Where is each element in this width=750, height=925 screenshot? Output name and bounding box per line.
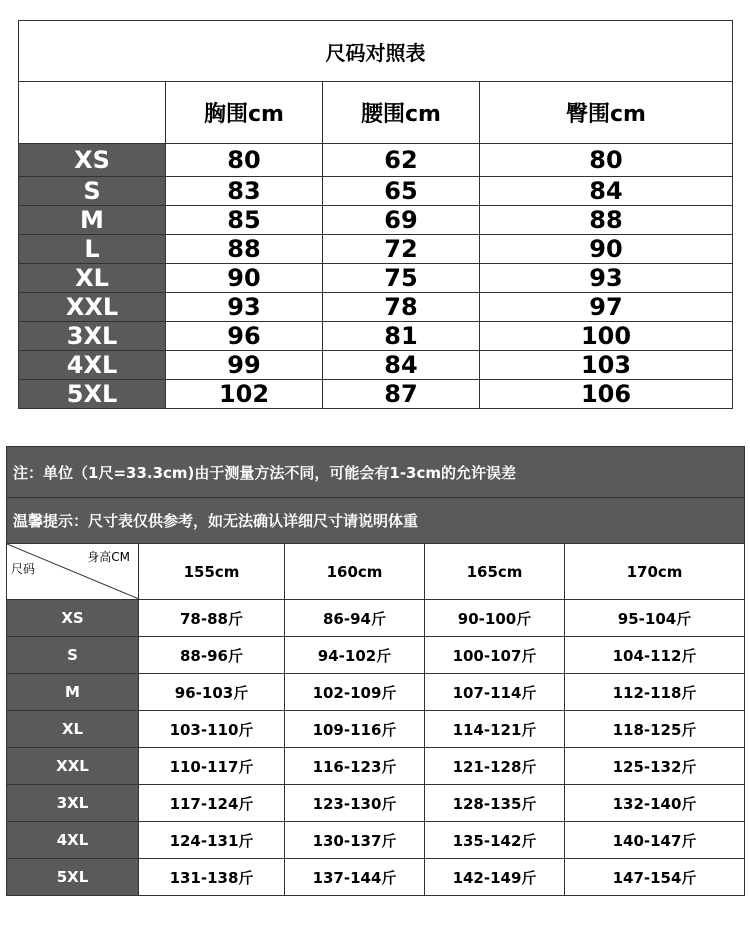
weight-range-cell: 100-107斤 — [425, 637, 565, 674]
weight-range-cell: 95-104斤 — [565, 600, 745, 637]
weight-range-cell: 90-100斤 — [425, 600, 565, 637]
weight-range-cell: 114-121斤 — [425, 711, 565, 748]
table-row — [19, 351, 733, 380]
weight-range-cell: 88-96斤 — [139, 637, 285, 674]
measurement-cell: 90 — [166, 264, 323, 293]
measurement-cell: 100 — [480, 322, 733, 351]
size-label: M — [19, 206, 166, 235]
measurement-cell: 88 — [480, 206, 733, 235]
weight-range-cell: 128-135斤 — [425, 785, 565, 822]
weight-range-cell: 131-138斤 — [139, 859, 285, 896]
weight-range-cell: 96-103斤 — [139, 674, 285, 711]
weight-range-cell: 137-144斤 — [285, 859, 425, 896]
table-row — [19, 322, 733, 351]
size-label: 3XL — [19, 322, 166, 351]
weight-range-cell: 140-147斤 — [565, 822, 745, 859]
size-label: XL — [19, 264, 166, 293]
table-row — [7, 711, 745, 748]
measurement-cell: 97 — [480, 293, 733, 322]
weight-range-cell: 130-137斤 — [285, 822, 425, 859]
measurement-cell: 84 — [480, 177, 733, 206]
header-waist: 腰围cm — [323, 82, 480, 144]
measurement-cell: 69 — [323, 206, 480, 235]
table-row — [19, 264, 733, 293]
measurement-cell: 103 — [480, 351, 733, 380]
weight-range-cell: 102-109斤 — [285, 674, 425, 711]
size-label: 5XL — [19, 380, 166, 409]
weight-range-cell: 124-131斤 — [139, 822, 285, 859]
weight-range-cell: 107-114斤 — [425, 674, 565, 711]
weight-range-cell: 86-94斤 — [285, 600, 425, 637]
reference-hint: 温馨提示：尺寸表仅供参考，如无法确认详细尺寸请说明体重 — [7, 498, 745, 544]
weight-range-cell: 117-124斤 — [139, 785, 285, 822]
table-row — [19, 380, 733, 409]
measurement-cell: 65 — [323, 177, 480, 206]
weight-range-cell: 147-154斤 — [565, 859, 745, 896]
size-label: S — [19, 177, 166, 206]
weight-range-cell: 116-123斤 — [285, 748, 425, 785]
table-row — [7, 674, 745, 711]
weight-range-cell: 94-102斤 — [285, 637, 425, 674]
table-row — [7, 637, 745, 674]
weight-range-cell: 103-110斤 — [139, 711, 285, 748]
measurement-cell: 87 — [323, 380, 480, 409]
size-label: XXL — [7, 748, 139, 785]
size-label: 4XL — [7, 822, 139, 859]
measurement-cell: 75 — [323, 264, 480, 293]
table-row — [19, 206, 733, 235]
measurement-cell: 88 — [166, 235, 323, 264]
weight-range-cell: 135-142斤 — [425, 822, 565, 859]
table-row — [7, 785, 745, 822]
weight-range-cell: 142-149斤 — [425, 859, 565, 896]
size-label: L — [19, 235, 166, 264]
table-row — [7, 822, 745, 859]
size-label: 4XL — [19, 351, 166, 380]
size-label: 5XL — [7, 859, 139, 896]
table-row — [19, 235, 733, 264]
measurement-cell: 62 — [323, 144, 480, 177]
height-weight-table — [6, 446, 745, 896]
table-row — [7, 748, 745, 785]
weight-range-cell: 132-140斤 — [565, 785, 745, 822]
size-label: XL — [7, 711, 139, 748]
header-height-155: 155cm — [139, 544, 285, 600]
measurement-cell: 83 — [166, 177, 323, 206]
size-label: XXL — [19, 293, 166, 322]
table-row — [19, 293, 733, 322]
table-row — [19, 144, 733, 177]
measurement-cell: 102 — [166, 380, 323, 409]
size-label: XS — [7, 600, 139, 637]
measurement-cell: 99 — [166, 351, 323, 380]
weight-range-cell: 104-112斤 — [565, 637, 745, 674]
weight-range-cell: 118-125斤 — [565, 711, 745, 748]
measurement-cell: 106 — [480, 380, 733, 409]
weight-range-cell: 78-88斤 — [139, 600, 285, 637]
header-height-160: 160cm — [285, 544, 425, 600]
table-row — [7, 859, 745, 896]
table-row — [19, 177, 733, 206]
header-bust: 胸围cm — [166, 82, 323, 144]
measurement-cell: 85 — [166, 206, 323, 235]
size-label: 3XL — [7, 785, 139, 822]
size-chart-title: 尺码对照表 — [19, 21, 733, 82]
measurement-cell: 80 — [480, 144, 733, 177]
measurement-cell: 81 — [323, 322, 480, 351]
header-hip: 臀围cm — [480, 82, 733, 144]
weight-range-cell: 125-132斤 — [565, 748, 745, 785]
measurement-cell: 93 — [166, 293, 323, 322]
measurement-cell: 72 — [323, 235, 480, 264]
weight-range-cell: 109-116斤 — [285, 711, 425, 748]
corner-size-label: 尺码 — [11, 562, 36, 576]
table-row — [7, 600, 745, 637]
measurement-cell: 93 — [480, 264, 733, 293]
unit-note: 注：单位（1尺=33.3cm)由于测量方法不同，可能会有1-3cm的允许误差 — [7, 447, 745, 498]
measurement-cell: 96 — [166, 322, 323, 351]
diagonal-corner-cell — [7, 544, 139, 600]
header-height-165: 165cm — [425, 544, 565, 600]
header-height-170: 170cm — [565, 544, 745, 600]
corner-height-label: 身高CM — [87, 550, 130, 564]
size-label: XS — [19, 144, 166, 177]
measurement-cell: 84 — [323, 351, 480, 380]
weight-range-cell: 112-118斤 — [565, 674, 745, 711]
corner-cell — [19, 82, 166, 144]
size-chart-table — [18, 20, 733, 409]
weight-range-cell: 123-130斤 — [285, 785, 425, 822]
measurement-cell: 80 — [166, 144, 323, 177]
size-label: M — [7, 674, 139, 711]
measurement-cell: 78 — [323, 293, 480, 322]
size-label: S — [7, 637, 139, 674]
weight-range-cell: 110-117斤 — [139, 748, 285, 785]
weight-range-cell: 121-128斤 — [425, 748, 565, 785]
measurement-cell: 90 — [480, 235, 733, 264]
